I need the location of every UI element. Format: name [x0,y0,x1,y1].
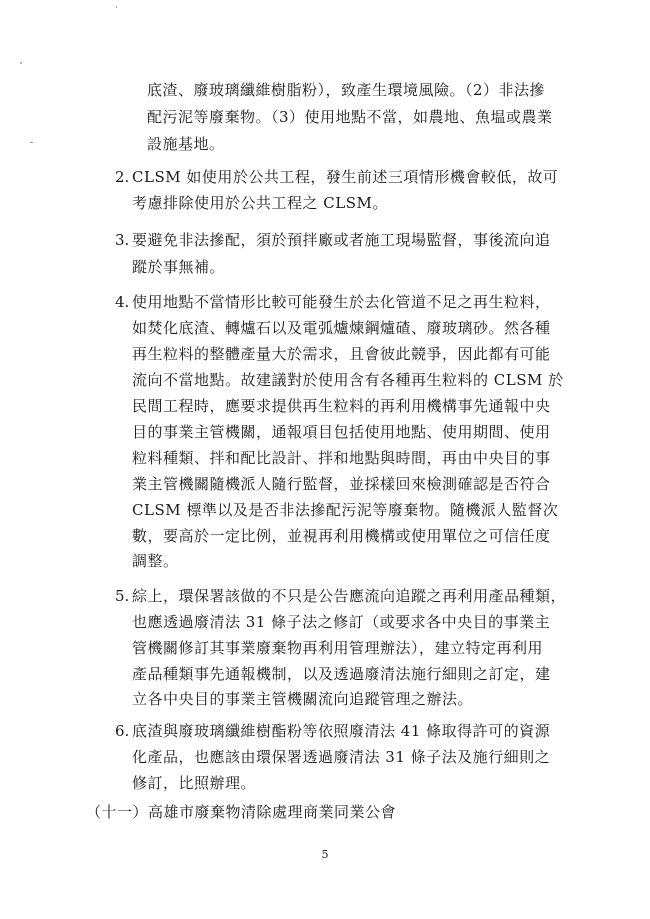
text-line: 立各中央目的事業主管機關流向追蹤管理之辦法。 [132,690,474,708]
text-line: 管機關修訂其事業廢棄物再利用管理辦法），建立特定再利用 [132,639,544,657]
text-line: 如焚化底渣、轉爐石以及電弧爐煉鋼爐碴、廢玻璃砂。然各種 [132,319,551,337]
text-line: 產品種類事先通報機制，以及透過廢清法施行細則之訂定，建 [132,665,551,683]
scan-speck [30,142,33,143]
text-line: 底渣、廢玻璃纖維樹脂粉），致產生環境風險。（2）非法摻 [147,81,546,99]
text-line: 也應透過廢清法 31 條子法之修訂（或要求各中央目的事業主 [132,613,551,631]
text-line: 蹤於事無補。 [132,258,226,276]
scan-speck [20,62,22,64]
text-line: 化產品，也應該由環保署透過廢清法 31 條子法及施行細則之 [132,748,551,766]
text-line: 調整。 [132,552,179,570]
text-line: 底渣與廢玻璃纖維樹酯粉等依照廢清法 41 條取得許可的資源 [132,722,551,740]
text-line: 使用地點不當情形比較可能發生於去化管道不足之再生粒料， [132,293,551,311]
item-number: 2. [115,168,130,186]
text-line: 粒料種類、拌和配比設計、拌和地點與時間，再由中央目的事 [132,449,551,467]
text-line: 目的事業主管機關，通報項目包括使用地點、使用期間、使用 [132,423,551,441]
text-line: 流向不當地點。故建議對於使用含有各種再生粒料的 CLSM 於 [132,371,564,389]
text-line: 考慮排除使用於公共工程之 CLSM。 [132,194,388,212]
item-number: 4. [115,293,130,311]
section-heading: （十一）高雄市廢棄物清除處理商業同業公會 [86,803,397,821]
page-number: 5 [321,848,329,861]
item-number: 3. [115,231,130,249]
text-line: 修訂，比照辦理。 [132,774,257,792]
scan-speck [116,6,117,8]
text-line: 業主管機關隨機派人隨行監督，並採樣回來檢測確認是否符合 [132,475,551,493]
text-line: 綜上，環保署該做的不只是公告應流向追蹤之再利用產品種類， [132,587,567,605]
item-number: 6. [115,722,130,740]
text-line: CLSM 如使用於公共工程，發生前述三項情形機會較低，故可 [132,168,559,186]
text-line: CLSM 標準以及是否非法摻配污泥等廢棄物。隨機派人監督次 [132,501,559,519]
item-number: 5. [115,587,130,605]
text-line: 設施基地。 [147,135,225,153]
text-line: 數，要高於一定比例，並視再利用機構或使用單位之可信任度 [132,527,551,545]
text-line: 民間工程時，應要求提供再生粒料的再利用機構事先通報中央 [132,397,551,415]
text-line: 再生粒料的整體產量大於需求，且會彼此競爭，因此都有可能 [132,345,551,363]
text-line: 配污泥等廢棄物。（3）使用地點不當，如農地、魚塭或農業 [147,108,553,126]
text-line: 要避免非法摻配，須於預拌廠或者施工現場監督，事後流向追 [132,231,551,249]
